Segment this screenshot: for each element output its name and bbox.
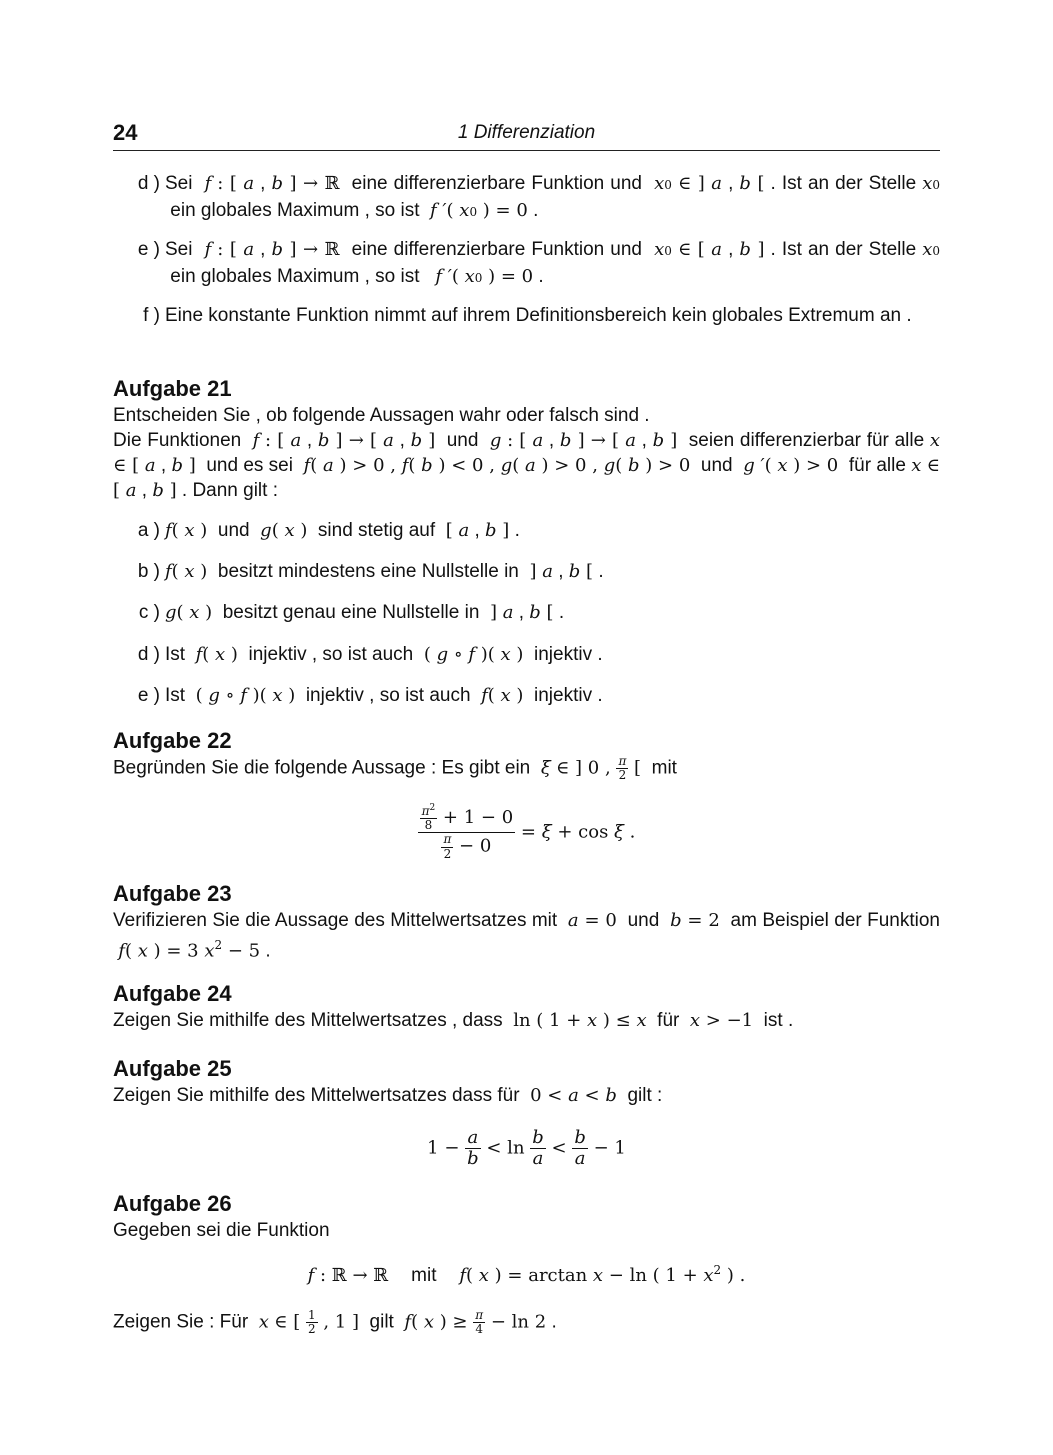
exercise-title: Aufgabe 26 (113, 1191, 232, 1216)
item-text: f( x ) und g( x ) sind stetig auf [ a , b ] . (165, 520, 520, 541)
item-label: b ) (137, 561, 160, 582)
exercise-text: Zeigen Sie : Für x ∈ [ $\frac{1}{2}$ , 1 ] gilt f( x ) ≥ $\frac{\pi}{4}$ − ln 2 . (113, 1308, 557, 1337)
exercise-title: Aufgabe 21 (113, 376, 232, 401)
list-item (113, 642, 940, 667)
list-item (113, 559, 940, 584)
item-label: e ) (137, 239, 160, 260)
exercise-title: Aufgabe 23 (113, 881, 232, 906)
item-text: Ist f( x ) injektiv , so ist auch ( g ∘ f )( x ) injektiv . (165, 644, 603, 665)
chapter-title: 1 Differenziation (457, 122, 596, 143)
item-text: Ist ( g ∘ f )( x ) injektiv , so ist auch f( x ) injektiv . (165, 685, 603, 706)
exercise-text: Verifizieren Sie die Aussage des Mittelwertsatzes mit a = 0 und b = 2 am Beispiel der Funktion f( x ) = 3 $x^2 - 5$ . (113, 910, 940, 962)
item-label: c ) (138, 602, 160, 623)
exercise-text: Die Funktionen f : [ a , b ] → [ a , b ] und g : [ a , b ] → [ a , b ] seien differenzierbar für alle x ∈ [ a , b ] und es sei f( a ) > 0 , f( b ) < 0 , g( a ) > 0 , g( b ) > 0 und g ′( x ) > 0 für alle x ∈ [ a , b ] . Dann gilt : (113, 430, 941, 501)
display-formula: $\frac{\pi^2}{8}$ + 1 − 0 $\frac{\pi}{2}$ − 0 = ξ + cos ξ . (113, 804, 940, 861)
item-label: f ) (143, 305, 160, 326)
list-item (113, 237, 940, 287)
item-text: g( x ) besitzt genau eine Nullstelle in ] a , b [ . (165, 602, 565, 623)
exercise-intro: Entscheiden Sie , ob folgende Aussagen wahr oder falsch sind . (113, 405, 650, 426)
item-label: d ) (137, 173, 160, 194)
page-header (113, 118, 940, 151)
exercise-title: Aufgabe 25 (113, 1056, 232, 1081)
exercise-text: Zeigen Sie mithilfe des Mittelwertsatzes , dass ln ( 1 + x ) ≤ x für x > −1 ist . (113, 1010, 794, 1031)
page-number: 24 (113, 120, 138, 145)
item-label: e ) (137, 685, 160, 706)
list-item (113, 683, 940, 708)
list-item (113, 303, 940, 353)
exercise-title: Aufgabe 22 (113, 728, 232, 753)
item-text: Eine konstante Funktion nimmt auf ihrem Definitionsbereich kein globales Extremum an . (165, 305, 912, 326)
display-formula: 1 − $\frac{a}{b}$ < ln $\frac{b}{a}$ < $\frac{b}{a}$ − 1 (427, 1127, 626, 1169)
exercise-title: Aufgabe 24 (113, 981, 232, 1006)
list-item (113, 171, 940, 221)
exercise-text: Begründen Sie die folgende Aussage : Es gibt ein ξ ∈ ] 0 , $\frac{\pi}{2}$ [ mit (113, 754, 677, 783)
item-text: Sei f : [ a , b ] → ℝ eine differenzierbare Funktion und x0 ∈ ] a , b [ . Ist an der Stelle x0 ein globales Maximum , so ist f ′( x0 ) = 0 . (165, 173, 941, 221)
item-text: f( x ) besitzt mindestens eine Nullstelle in ] a , b [ . (165, 561, 604, 582)
list-item (113, 518, 940, 543)
display-formula: f : ℝ → ℝ mit f( x ) = arctan x − ln ( $1 + x^2$ ) . (307, 1263, 746, 1286)
exercise-intro: Gegeben sei die Funktion (113, 1220, 330, 1241)
exercise-text: Zeigen Sie mithilfe des Mittelwertsatzes dass für 0 < a < b gilt : (113, 1085, 663, 1106)
item-label: d ) (137, 644, 160, 665)
list-item (113, 600, 940, 625)
item-label: a ) (137, 520, 160, 541)
item-text: Sei f : [ a , b ] → ℝ eine differenzierbare Funktion und x0 ∈ [ a , b ] . Ist an der Stelle x0 ein globales Maximum , so ist f ′( x0 ) = 0 . (165, 239, 941, 287)
